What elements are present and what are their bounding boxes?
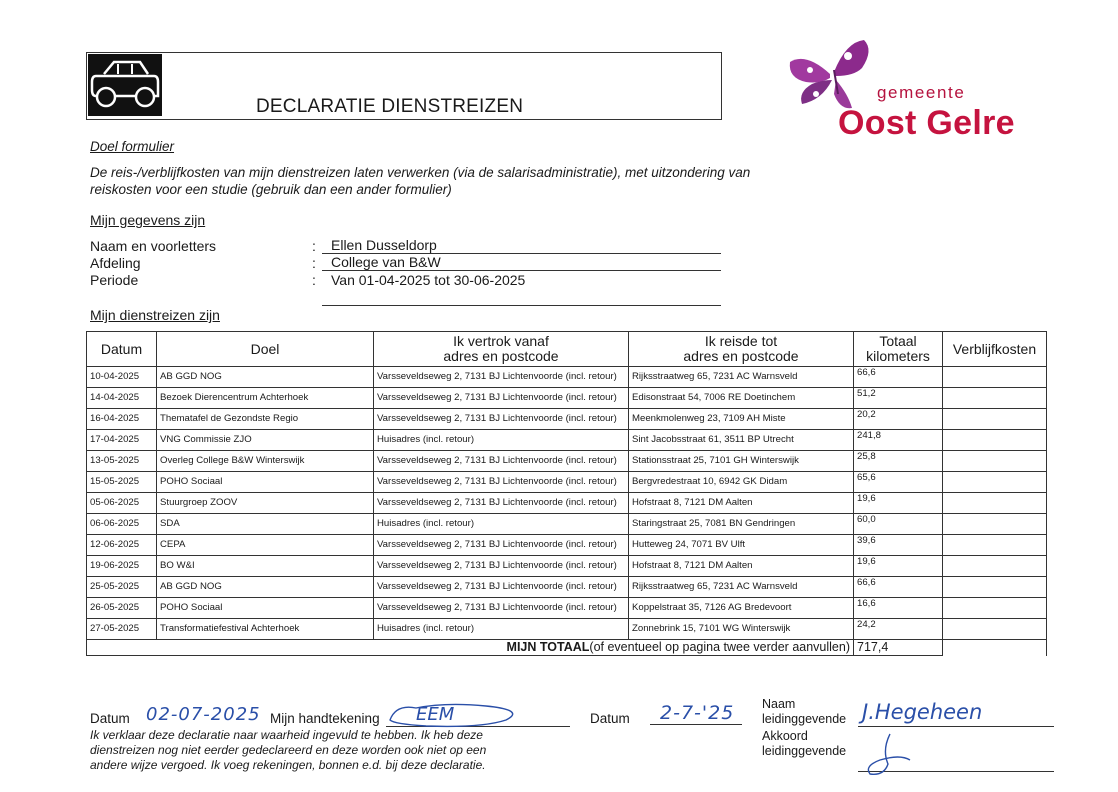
cell-datum: 10-04-2025: [87, 367, 157, 388]
table-row: [87, 514, 1047, 535]
label-afdeling: Afdeling: [90, 255, 141, 271]
col-datum: Datum: [87, 332, 157, 367]
signature-mark: [386, 700, 536, 730]
cell-km: 25,8: [854, 451, 943, 472]
colon: :: [312, 238, 316, 254]
cell-doel: Transformatiefestival Achterhoek: [157, 619, 374, 640]
cell-datum: 19-06-2025: [87, 556, 157, 577]
value-naam: Ellen Dusseldorp: [331, 237, 437, 253]
cell-doel: Thematafel de Gezondste Regio: [157, 409, 374, 430]
cell-vertrok: Varsseveldseweg 2, 7131 BJ Lichtenvoorde (incl. retour): [374, 577, 629, 598]
field-line: [322, 270, 721, 271]
col-vertrok: [374, 332, 629, 367]
total-row: [87, 640, 1047, 656]
cell-doel: SDA: [157, 514, 374, 535]
cell-datum: 16-04-2025: [87, 409, 157, 430]
col-vertrok-l2: adres en postcode: [443, 348, 559, 364]
label-periode: Periode: [90, 272, 139, 288]
field-line: [322, 305, 721, 306]
naam-line: [858, 726, 1054, 727]
cell-vertrok: Varsseveldseweg 2, 7131 BJ Lichtenvoorde (incl. retour): [374, 598, 629, 619]
cell-datum: 12-06-2025: [87, 535, 157, 556]
cell-verblijf: [943, 619, 1047, 640]
cell-verblijf: [943, 451, 1047, 472]
cell-datum: 25-05-2025: [87, 577, 157, 598]
cell-km: 241,8: [854, 430, 943, 451]
cell-reisde: Meenkmolenweg 23, 7109 AH Miste: [629, 409, 854, 430]
cell-reisde: Sint Jacobsstraat 61, 3511 BP Utrecht: [629, 430, 854, 451]
table-row: [87, 451, 1047, 472]
col-vertrok-l1: Ik vertrok vanaf: [453, 333, 549, 349]
cell-km: 65,6: [854, 472, 943, 493]
value-periode: Van 01-04-2025 tot 30-06-2025: [331, 272, 526, 288]
value-afdeling: College van B&W: [331, 254, 441, 270]
logo-name: Oost Gelre: [838, 104, 1015, 142]
cell-vertrok: Varsseveldseweg 2, 7131 BJ Lichtenvoorde (incl. retour): [374, 367, 629, 388]
total-label-rest: (of eventueel op pagina twee verder aanvullen): [589, 639, 850, 654]
col-verblijf: Verblijfkosten: [943, 332, 1047, 367]
total-label-cell: [87, 640, 854, 656]
col-km-l1: Totaal: [879, 333, 917, 349]
car-icon: [88, 54, 162, 116]
table-row: [87, 493, 1047, 514]
cell-datum: 05-06-2025: [87, 493, 157, 514]
total-label-bold: MIJN TOTAAL: [506, 639, 590, 654]
cell-vertrok: Varsseveldseweg 2, 7131 BJ Lichtenvoorde (incl. retour): [374, 388, 629, 409]
cell-datum: 14-04-2025: [87, 388, 157, 409]
colon: :: [312, 255, 316, 271]
cell-datum: 26-05-2025: [87, 598, 157, 619]
cell-verblijf: [943, 367, 1047, 388]
trips-heading: Mijn dienstreizen zijn: [90, 307, 220, 323]
cell-km: 51,2: [854, 388, 943, 409]
cell-doel: Overleg College B&W Winterswijk: [157, 451, 374, 472]
cell-datum: 17-04-2025: [87, 430, 157, 451]
cell-vertrok: Huisadres (incl. retour): [374, 430, 629, 451]
trips-table: [86, 331, 1047, 656]
table-row: [87, 556, 1047, 577]
cell-verblijf: [943, 493, 1047, 514]
cell-doel: Stuurgroep ZOOV: [157, 493, 374, 514]
cell-verblijf: [943, 577, 1047, 598]
cell-datum: 13-05-2025: [87, 451, 157, 472]
cell-verblijf: [943, 430, 1047, 451]
akkoord-label-2: leidinggevende: [762, 744, 847, 758]
cell-vertrok: Varsseveldseweg 2, 7131 BJ Lichtenvoorde (incl. retour): [374, 472, 629, 493]
table-row: [87, 535, 1047, 556]
cell-km: 19,6: [854, 556, 943, 577]
cell-reisde: Bergvredestraat 10, 6942 GK Didam: [629, 472, 854, 493]
cell-km: 60,0: [854, 514, 943, 535]
col-reisde-l2: adres en postcode: [683, 348, 799, 364]
cell-reisde: Hofstraat 8, 7121 DM Aalten: [629, 556, 854, 577]
details-heading: Mijn gegevens zijn: [90, 212, 206, 228]
field-line: [322, 253, 721, 254]
cell-km: 66,6: [854, 367, 943, 388]
cell-doel: BO W&I: [157, 556, 374, 577]
cell-vertrok: Huisadres (incl. retour): [374, 514, 629, 535]
cell-vertrok: Varsseveldseweg 2, 7131 BJ Lichtenvoorde (incl. retour): [374, 493, 629, 514]
col-doel: Doel: [157, 332, 374, 367]
akkoord-label-1: Akkoord: [762, 729, 808, 743]
declaration-line2: dienstreizen nog niet eerder gedeclareerd en deze worden ook niet op een: [90, 743, 487, 757]
col-reisde: [629, 332, 854, 367]
cell-km: 39,6: [854, 535, 943, 556]
purpose-text-line2: reiskosten voor een studie (gebruik dan een ander formulier): [90, 182, 452, 197]
cell-reisde: Hutteweg 24, 7071 BV Ulft: [629, 535, 854, 556]
cell-verblijf: [943, 409, 1047, 430]
table-row: [87, 430, 1047, 451]
table-row: [87, 598, 1047, 619]
cell-reisde: Stationsstraat 25, 7101 GH Winterswijk: [629, 451, 854, 472]
cell-reisde: Zonnebrink 15, 7101 WG Winterswijk: [629, 619, 854, 640]
purpose-heading: Doel formulier: [90, 139, 175, 154]
cell-doel: POHO Sociaal: [157, 598, 374, 619]
cell-vertrok: Varsseveldseweg 2, 7131 BJ Lichtenvoorde (incl. retour): [374, 451, 629, 472]
logo-gemeente: gemeente: [877, 83, 966, 102]
cell-verblijf: [943, 514, 1047, 535]
cell-vertrok: Varsseveldseweg 2, 7131 BJ Lichtenvoorde (incl. retour): [374, 556, 629, 577]
datum-value: 02-07-2025: [146, 704, 261, 725]
cell-doel: VNG Commissie ZJO: [157, 430, 374, 451]
cell-vertrok: Varsseveldseweg 2, 7131 BJ Lichtenvoorde (incl. retour): [374, 535, 629, 556]
manager-signature: J.Hegeheen: [862, 700, 983, 724]
datum-label: Datum: [90, 711, 130, 726]
cell-km: 24,2: [854, 619, 943, 640]
total-value: 717,4: [854, 640, 943, 656]
col-km-l2: kilometers: [866, 348, 930, 364]
purpose-text-line1: De reis-/verblijfkosten van mijn dienstreizen laten verwerken (via de salarisadministratie), met uitzondering van: [90, 165, 751, 180]
cell-km: 16,6: [854, 598, 943, 619]
cell-vertrok: Varsseveldseweg 2, 7131 BJ Lichtenvoorde (incl. retour): [374, 409, 629, 430]
datum2-line: [650, 724, 742, 725]
cell-datum: 27-05-2025: [87, 619, 157, 640]
cell-doel: Bezoek Dierencentrum Achterhoek: [157, 388, 374, 409]
cell-doel: POHO Sociaal: [157, 472, 374, 493]
cell-km: 20,2: [854, 409, 943, 430]
table-header-row: [87, 332, 1047, 367]
cell-verblijf: [943, 388, 1047, 409]
declaration-line1: Ik verklaar deze declaratie naar waarheid ingevuld te hebben. Ik heb deze: [90, 728, 483, 742]
declaration-line3: andere wijze vergoed. Ik voeg rekeningen, bonnen e.d. bij deze declaratie.: [90, 758, 486, 772]
total-empty: [943, 640, 1047, 656]
cell-doel: AB GGD NOG: [157, 367, 374, 388]
cell-verblijf: [943, 535, 1047, 556]
cell-doel: CEPA: [157, 535, 374, 556]
table-row: [87, 619, 1047, 640]
butterfly-icon: [786, 34, 876, 114]
col-km: [854, 332, 943, 367]
table-row: [87, 409, 1047, 430]
cell-reisde: Edisonstraat 54, 7006 RE Doetinchem: [629, 388, 854, 409]
cell-km: 66,6: [854, 577, 943, 598]
cell-km: 19,6: [854, 493, 943, 514]
table-row: [87, 388, 1047, 409]
cell-datum: 15-05-2025: [87, 472, 157, 493]
cell-verblijf: [943, 472, 1047, 493]
cell-reisde: Rijksstraatweg 65, 7231 AC Warnsveld: [629, 577, 854, 598]
colon: :: [312, 272, 316, 288]
cell-reisde: Rijksstraatweg 65, 7231 AC Warnsveld: [629, 367, 854, 388]
form-title: DECLARATIE DIENSTREIZEN: [256, 96, 524, 117]
manager-initials: [860, 730, 920, 780]
table-row: [87, 472, 1047, 493]
label-naam: Naam en voorletters: [90, 238, 217, 254]
cell-reisde: Staringstraat 25, 7081 BN Gendringen: [629, 514, 854, 535]
cell-vertrok: Huisadres (incl. retour): [374, 619, 629, 640]
col-reisde-l1: Ik reisde tot: [704, 333, 778, 349]
cell-verblijf: [943, 598, 1047, 619]
naam-label-2: leidinggevende: [762, 712, 847, 726]
table-row: [87, 577, 1047, 598]
signature-text: EEM: [416, 704, 455, 725]
datum2-value: 2-7-'25: [660, 702, 735, 724]
handtekening-label: Mijn handtekening: [270, 711, 380, 726]
naam-label-1: Naam: [762, 697, 796, 711]
cell-datum: 06-06-2025: [87, 514, 157, 535]
cell-verblijf: [943, 556, 1047, 577]
table-row: [87, 367, 1047, 388]
cell-reisde: Hofstraat 8, 7121 DM Aalten: [629, 493, 854, 514]
cell-reisde: Koppelstraat 35, 7126 AG Bredevoort: [629, 598, 854, 619]
cell-doel: AB GGD NOG: [157, 577, 374, 598]
datum2-label: Datum: [590, 711, 630, 726]
